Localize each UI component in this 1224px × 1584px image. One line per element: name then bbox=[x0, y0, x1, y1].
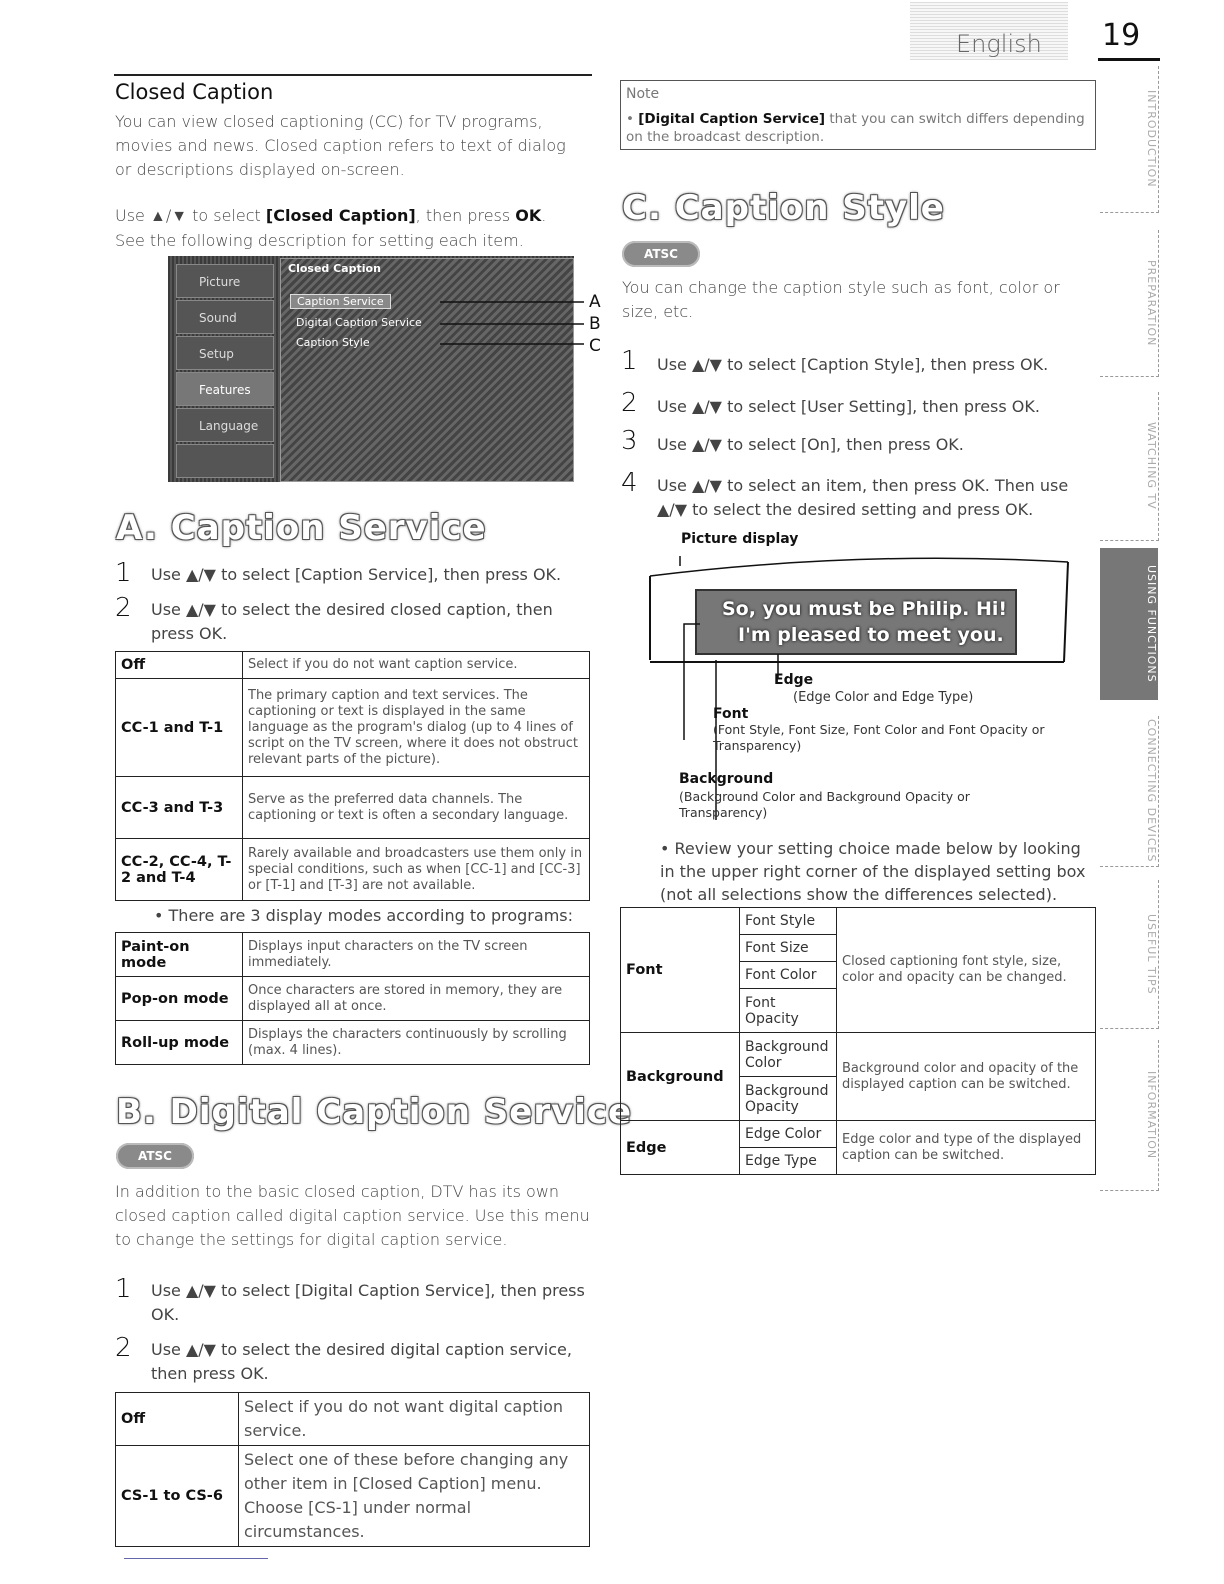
section-c-title: C. Caption Style bbox=[622, 188, 945, 228]
callout-lines bbox=[0, 0, 600, 360]
note-text: • [Digital Caption Service] that you can switch differs depending on the broadcast description. bbox=[626, 111, 1085, 145]
table-sub-item: Font Size bbox=[740, 935, 837, 962]
callout-c: C bbox=[589, 336, 601, 356]
table-value: Select one of these before changing any other item in [Closed Caption] menu. Choose [CS-1] under normal circumstances. bbox=[239, 1446, 590, 1547]
language-banner bbox=[910, 2, 1068, 60]
language-label: English bbox=[956, 30, 1042, 58]
instruction-text: . bbox=[541, 206, 547, 225]
section-c-step-3-number: 3 bbox=[621, 426, 638, 456]
table-key: Off bbox=[116, 1393, 239, 1446]
picture-display-label: Picture display bbox=[681, 531, 799, 547]
caption-sample-line-1: So, you must be Philip. Hi! bbox=[722, 598, 1008, 620]
display-modes-table bbox=[115, 932, 590, 1065]
table-row bbox=[116, 679, 590, 777]
background-description: (Background Color and Background Opacity or Transparency) bbox=[679, 789, 970, 820]
review-note: • Review your setting choice made below by looking in the upper right corner of the displayed setting box (not all selections show the differences selected). bbox=[660, 839, 1086, 904]
table-key: Paint-on mode bbox=[116, 933, 243, 977]
section-b-atsc-badge: ATSC bbox=[116, 1143, 194, 1169]
section-a-step-2-number: 2 bbox=[115, 593, 132, 623]
menu-item-picture[interactable]: Picture bbox=[176, 264, 274, 298]
section-a-step-1-number: 1 bbox=[115, 558, 132, 588]
note-bold: [Digital Caption Service] bbox=[638, 111, 826, 127]
table-row bbox=[116, 1021, 590, 1065]
table-row bbox=[116, 1393, 590, 1446]
instruction-menu-name: [Closed Caption] bbox=[265, 206, 416, 225]
table-sub-item: Edge Color bbox=[740, 1121, 837, 1148]
table-value: Rarely available and broadcasters use them only in special conditions, such as when [CC-1] and [CC-3] or [T-1] and [T-3] are not available. bbox=[243, 839, 590, 901]
section-c-step-1: Use ▲/▼ to select [Caption Style], then press OK. bbox=[657, 355, 1049, 374]
section-b-title: B. Digital Caption Service bbox=[116, 1092, 633, 1132]
menu-sub-item-digital-caption-service[interactable]: Digital Caption Service bbox=[296, 316, 422, 329]
edge-description: (Edge Color and Edge Type) bbox=[793, 690, 974, 705]
section-c-step-2: Use ▲/▼ to select [User Setting], then press OK. bbox=[657, 397, 1040, 416]
side-tab-connecting-devices[interactable]: CONNECTING DEVICES bbox=[1100, 716, 1159, 867]
section-b-step-2-number: 2 bbox=[115, 1333, 132, 1363]
section-c-step-3: Use ▲/▼ to select [On], then press OK. bbox=[657, 435, 964, 454]
footer-rule bbox=[124, 1558, 268, 1559]
table-row bbox=[116, 1446, 590, 1547]
instruction-text: , then press bbox=[415, 206, 516, 225]
section-b-step-1-number: 1 bbox=[115, 1274, 132, 1304]
instruction-ok: OK bbox=[515, 206, 542, 225]
page-number: 19 bbox=[1102, 18, 1141, 53]
section-c-step-4: Use ▲/▼ to select an item, then press OK. Then use ▲/▼ to select the desired setting and press OK. bbox=[657, 476, 1069, 519]
side-tab-introduction[interactable]: INTRODUCTION bbox=[1100, 66, 1159, 213]
table-key: CS-1 to CS-6 bbox=[116, 1446, 239, 1547]
table-desc-background: Background color and opacity of the displayed caption can be switched. bbox=[837, 1033, 1096, 1121]
table-sub-item: Edge Type bbox=[740, 1148, 837, 1175]
table-row bbox=[621, 908, 1096, 935]
table-row bbox=[621, 1033, 1096, 1077]
table-row bbox=[116, 933, 590, 977]
edge-label: Edge bbox=[774, 672, 814, 688]
page-number-rule bbox=[1098, 58, 1160, 61]
screen-top-curve bbox=[650, 558, 1068, 576]
note-label: Note bbox=[626, 86, 660, 102]
table-sub-item: Background Color bbox=[740, 1033, 837, 1077]
table-key-background: Background bbox=[621, 1033, 740, 1121]
section-a-title: A. Caption Service bbox=[116, 508, 487, 548]
closed-caption-intro: You can view closed captioning (CC) for TV programs, movies and news. Closed caption refers to text of dialog or descriptions displayed on-screen. bbox=[115, 112, 566, 179]
section-b-intro: In addition to the basic closed caption, DTV has its own closed caption called digital caption service. Use this menu to change the settings for digital caption service. bbox=[115, 1182, 590, 1249]
table-key-font: Font bbox=[621, 908, 740, 1033]
side-tab-information[interactable]: INFORMATION bbox=[1100, 1040, 1159, 1191]
section-c-intro: You can change the caption style such as font, color or size, etc. bbox=[622, 278, 1060, 321]
font-description: (Font Style, Font Size, Font Color and Font Opacity or Transparency) bbox=[713, 722, 1045, 753]
table-row bbox=[116, 777, 590, 839]
caption-service-table bbox=[115, 651, 590, 901]
side-tab-watching-tv[interactable]: WATCHING TV bbox=[1100, 392, 1159, 541]
section-c-step-1-number: 1 bbox=[621, 346, 638, 376]
caption-style-table bbox=[620, 907, 1096, 1175]
display-modes-note: • There are 3 display modes according to programs: bbox=[154, 906, 573, 925]
caption-sample-line-2: I'm pleased to meet you. bbox=[738, 624, 1004, 646]
closed-caption-title: Closed Caption bbox=[115, 80, 274, 104]
menu-item-setup[interactable]: Setup bbox=[176, 336, 274, 370]
section-b-step-1: Use ▲/▼ to select [Digital Caption Service], then press OK. bbox=[151, 1281, 585, 1324]
note-rest: that you can switch differs depending on the broadcast description. bbox=[626, 111, 1085, 145]
side-tab-preparation[interactable]: PREPARATION bbox=[1100, 230, 1159, 377]
menu-sub-item-caption-style[interactable]: Caption Style bbox=[296, 336, 370, 349]
section-c-atsc-badge: ATSC bbox=[622, 241, 700, 267]
table-value: Displays input characters on the TV screen immediately. bbox=[243, 933, 590, 977]
menu-item-sound[interactable]: Sound bbox=[176, 300, 274, 334]
table-key: Roll-up mode bbox=[116, 1021, 243, 1065]
table-value: The primary caption and text services. The captioning or text is displayed in the same language as the program's dialog (up to 4 lines of script on the TV screen, where it does not obstruct relevant parts of the picture). bbox=[243, 679, 590, 777]
instruction-text: Use ▲/▼ to select bbox=[115, 206, 266, 225]
section-a-step-2: Use ▲/▼ to select the desired closed caption, then press OK. bbox=[151, 600, 553, 643]
table-value: Once characters are stored in memory, they are displayed all at once. bbox=[243, 977, 590, 1021]
table-desc-font: Closed captioning font style, size, color and opacity can be changed. bbox=[837, 908, 1096, 1033]
table-row bbox=[116, 977, 590, 1021]
side-tab-using-functions[interactable]: USING FUNCTIONS bbox=[1100, 548, 1158, 700]
section-b-step-2: Use ▲/▼ to select the desired digital caption service, then press OK. bbox=[151, 1340, 572, 1383]
table-value: Select if you do not want digital caption service. bbox=[239, 1393, 590, 1446]
menu-panel-title: Closed Caption bbox=[288, 262, 381, 275]
section-c-step-4-number: 4 bbox=[621, 468, 638, 498]
digital-caption-service-table bbox=[115, 1392, 590, 1547]
section-a-step-1: Use ▲/▼ to select [Caption Service], then press OK. bbox=[151, 565, 562, 584]
side-tab-useful-tips[interactable]: USEFUL TIPS bbox=[1100, 880, 1159, 1029]
screen-right-edge bbox=[1064, 562, 1068, 662]
menu-item-features[interactable]: Features bbox=[176, 372, 274, 406]
closed-caption-instruction-2: See the following description for setting each item. bbox=[115, 231, 524, 250]
callout-a: A bbox=[589, 292, 601, 312]
table-sub-item: Font Style bbox=[740, 908, 837, 935]
font-label: Font bbox=[713, 706, 749, 722]
section-c-step-2-number: 2 bbox=[621, 388, 638, 418]
menu-item-language[interactable]: Language bbox=[176, 408, 274, 442]
table-row bbox=[116, 652, 590, 679]
table-value: Serve as the preferred data channels. The captioning or text is often a secondary language. bbox=[243, 777, 590, 839]
table-desc-edge: Edge color and type of the displayed caption can be switched. bbox=[837, 1121, 1096, 1175]
table-sub-item: Font Color bbox=[740, 962, 837, 989]
table-row bbox=[621, 1121, 1096, 1148]
callout-b: B bbox=[589, 314, 601, 334]
table-key: Off bbox=[116, 652, 243, 679]
table-key: CC-1 and T-1 bbox=[116, 679, 243, 777]
menu-sub-item-caption-service[interactable]: Caption Service bbox=[290, 294, 391, 309]
menu-item-extra[interactable] bbox=[176, 444, 274, 478]
table-key-edge: Edge bbox=[621, 1121, 740, 1175]
table-value: Select if you do not want caption service. bbox=[243, 652, 590, 679]
table-row bbox=[116, 839, 590, 901]
table-sub-item: Background Opacity bbox=[740, 1077, 837, 1121]
table-sub-item: Font Opacity bbox=[740, 989, 837, 1033]
table-key: Pop-on mode bbox=[116, 977, 243, 1021]
background-label: Background bbox=[679, 771, 774, 787]
table-key: CC-2, CC-4, T-2 and T-4 bbox=[116, 839, 243, 901]
table-value: Displays the characters continuously by scrolling (max. 4 lines). bbox=[243, 1021, 590, 1065]
note-box bbox=[620, 80, 1096, 150]
table-key: CC-3 and T-3 bbox=[116, 777, 243, 839]
